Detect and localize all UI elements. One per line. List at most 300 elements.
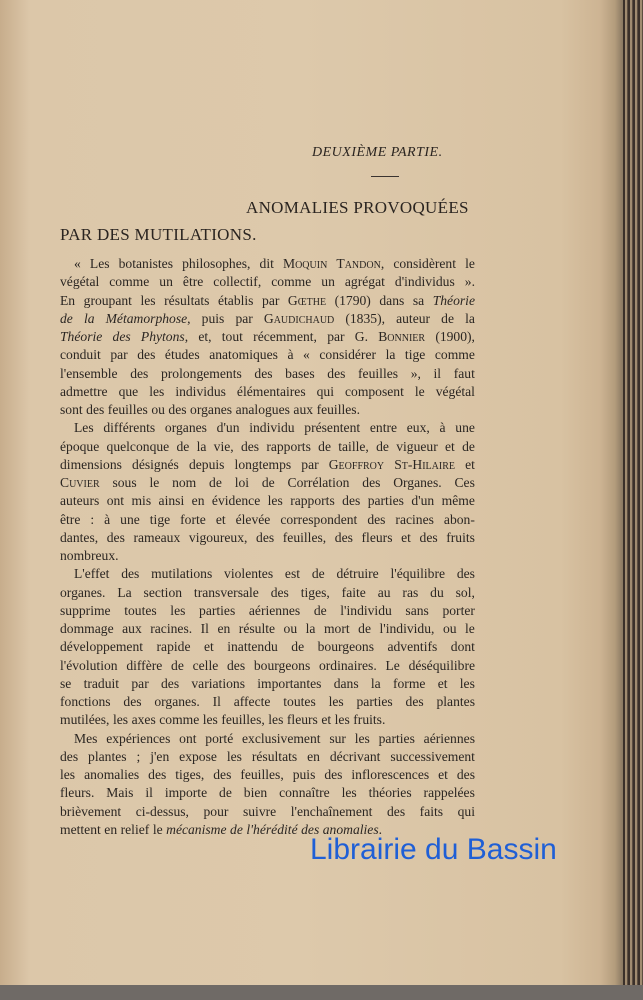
text-run: analogues	[235, 402, 290, 417]
word	[117, 584, 131, 602]
word	[161, 675, 179, 693]
text-run: axes	[131, 712, 156, 728]
text-run: dans	[333, 675, 359, 691]
text-run: ;	[136, 748, 141, 764]
text-run: déséquilibre	[408, 657, 475, 673]
text-run: l'ensemble	[60, 365, 118, 381]
word	[405, 346, 425, 364]
word	[60, 620, 114, 638]
text-run: sous	[112, 475, 137, 490]
text-run: anatomiques	[209, 347, 278, 363]
text-line	[60, 456, 475, 474]
word	[60, 438, 99, 456]
word	[108, 401, 148, 419]
word	[60, 803, 121, 821]
text-run: la	[305, 621, 316, 636]
text-run: ainsi	[158, 493, 185, 509]
text-run: des	[334, 529, 353, 545]
text-run: de	[318, 438, 331, 454]
word	[454, 365, 475, 383]
text-run: fleurs	[361, 529, 393, 545]
word	[60, 529, 98, 547]
word	[369, 784, 412, 802]
word	[335, 292, 371, 310]
text-run: parties	[199, 602, 236, 618]
text-run: et	[321, 712, 332, 728]
word	[362, 474, 380, 492]
word	[319, 657, 377, 675]
text-run: par	[235, 310, 253, 326]
text-run: des	[137, 347, 156, 363]
word	[159, 273, 173, 291]
text-run: porter	[442, 602, 475, 618]
text-run: feuilles,	[221, 712, 265, 728]
word	[171, 657, 184, 675]
word	[224, 565, 273, 583]
text-run: abon-	[443, 511, 475, 527]
text-run: la	[465, 310, 475, 326]
text-run: différents	[103, 420, 156, 436]
word	[74, 255, 81, 273]
word	[203, 803, 228, 821]
word	[443, 620, 457, 638]
word	[170, 602, 185, 620]
text-run: ont	[179, 730, 197, 746]
text-run: comme	[159, 712, 200, 728]
text-run: sont	[60, 402, 83, 417]
text-run: importe	[164, 785, 208, 801]
word	[435, 328, 475, 346]
text-run: aériennes	[248, 602, 301, 618]
word	[280, 511, 357, 529]
italic-title: la	[83, 310, 95, 326]
word	[236, 401, 290, 419]
text-run: des	[123, 694, 142, 709]
word	[172, 474, 196, 492]
word	[319, 346, 376, 364]
word	[209, 474, 222, 492]
text-run: sur	[329, 730, 346, 746]
word	[393, 675, 425, 693]
word	[435, 346, 475, 364]
word	[436, 693, 475, 711]
text-run: les	[226, 748, 242, 764]
word	[287, 346, 293, 364]
word	[86, 401, 104, 419]
word	[60, 748, 78, 766]
word	[131, 492, 151, 510]
text-run: tige	[404, 347, 426, 363]
word	[393, 255, 456, 273]
text-run: par	[301, 456, 319, 472]
word	[122, 620, 142, 638]
italic-title: Théorie	[432, 292, 475, 308]
text-run: le	[465, 256, 475, 271]
word	[209, 346, 278, 364]
word	[219, 784, 232, 802]
text-run: admettre	[60, 383, 108, 399]
word	[460, 675, 475, 693]
word	[60, 584, 105, 602]
text-run: rapports	[290, 493, 335, 509]
word	[257, 675, 321, 693]
text-line	[60, 383, 475, 401]
word	[90, 511, 94, 529]
text-line	[60, 346, 475, 364]
word	[212, 492, 260, 510]
text-run: Organes.	[393, 475, 442, 490]
word	[351, 766, 429, 784]
word	[179, 730, 196, 748]
word	[176, 438, 189, 456]
text-run: toutes	[124, 602, 157, 618]
word	[159, 711, 199, 729]
word	[345, 310, 385, 328]
word	[213, 273, 261, 291]
word	[199, 602, 235, 620]
word	[239, 620, 275, 638]
text-run: bien	[243, 785, 268, 801]
text-run: fleurs	[286, 712, 318, 728]
word	[317, 401, 360, 419]
text-run: tiges,	[175, 767, 205, 782]
text-run: à	[287, 347, 294, 363]
word	[236, 511, 271, 529]
word	[60, 292, 75, 310]
italic-title: des	[301, 821, 320, 837]
text-run: développement	[60, 639, 144, 655]
text-line	[60, 602, 475, 620]
text-run: sol,	[455, 584, 475, 600]
word	[198, 328, 211, 346]
text-run: vie,	[213, 438, 234, 454]
word	[227, 657, 245, 675]
word	[268, 492, 283, 510]
text-run: diffère	[126, 657, 163, 673]
word	[254, 365, 272, 383]
text-run: et	[465, 456, 475, 472]
text-run: tout	[221, 329, 243, 344]
word	[266, 438, 311, 456]
word	[88, 748, 127, 766]
text-run: être	[182, 274, 204, 290]
word	[462, 438, 475, 456]
text-run: ,	[187, 310, 191, 326]
text-run: depuis	[188, 456, 225, 472]
word	[132, 711, 156, 729]
word	[458, 803, 475, 821]
word	[74, 419, 94, 437]
word	[420, 803, 443, 821]
word	[317, 383, 334, 401]
word	[194, 584, 259, 602]
word	[144, 584, 183, 602]
text-run: des	[456, 566, 475, 582]
text-line	[60, 292, 475, 310]
text-run: le	[152, 821, 163, 837]
text-run: les	[140, 292, 156, 308]
text-run: de	[358, 621, 371, 636]
text-run: composent	[344, 383, 404, 399]
word	[327, 328, 344, 346]
author-name: Gaudichaud	[263, 310, 335, 326]
text-run: les	[354, 730, 370, 746]
word	[293, 401, 313, 419]
word	[141, 292, 156, 310]
word	[84, 292, 132, 310]
word	[112, 474, 136, 492]
text-run: comme	[434, 347, 475, 363]
text-run: sans	[405, 602, 429, 618]
text-run: de	[441, 310, 454, 326]
text-run: au	[377, 584, 391, 600]
word	[119, 383, 139, 401]
text-run: végétal	[435, 383, 475, 399]
text-line	[60, 511, 475, 529]
word	[445, 438, 455, 456]
word	[386, 346, 396, 364]
text-run: des	[362, 475, 381, 490]
word	[321, 711, 331, 729]
text-run: des	[130, 365, 149, 381]
text-run: ».	[464, 274, 475, 290]
text-run: En	[60, 292, 76, 308]
word	[204, 638, 214, 656]
text-run: expose	[179, 748, 217, 764]
text-run: expériences	[106, 730, 171, 746]
text-run: et,	[198, 329, 212, 344]
text-run: végétal	[60, 274, 100, 290]
word	[60, 401, 83, 419]
word	[353, 711, 385, 729]
word	[433, 292, 475, 310]
word	[457, 766, 475, 784]
word	[338, 438, 369, 456]
text-run: qui	[457, 803, 475, 819]
text-run: importantes	[257, 675, 322, 691]
text-run: des	[213, 767, 232, 782]
text-run: des	[367, 511, 386, 527]
word	[197, 438, 207, 456]
text-run: époque	[60, 438, 100, 454]
text-run: considérer	[319, 347, 377, 363]
text-run: les	[459, 675, 475, 691]
author-name: Bonnier	[378, 329, 426, 344]
text-run: de	[261, 475, 275, 490]
word	[279, 784, 330, 802]
word	[465, 273, 475, 291]
word	[227, 638, 278, 656]
text-run: des	[254, 365, 273, 381]
word	[334, 675, 359, 693]
word	[60, 328, 102, 346]
word	[106, 784, 133, 802]
italic-title: des	[112, 329, 131, 344]
word	[358, 620, 371, 638]
word	[249, 419, 294, 437]
word	[60, 492, 99, 510]
text-line	[60, 620, 475, 638]
text-line	[60, 365, 475, 383]
word	[301, 584, 330, 602]
text-run: établis	[217, 292, 254, 308]
text-run: la	[385, 347, 396, 363]
text-run: mis	[131, 493, 152, 509]
text-run: ,	[184, 329, 189, 344]
author-name: Moquin	[283, 256, 328, 271]
author-name: Gœthe	[287, 292, 327, 308]
text-run: «	[74, 256, 81, 271]
text-run: correspondent	[280, 511, 358, 527]
text-run: le	[149, 475, 160, 490]
text-run: des	[148, 767, 167, 782]
text-run: feuilles	[107, 402, 148, 417]
text-run: du	[430, 584, 444, 600]
word	[260, 255, 274, 273]
word	[387, 638, 437, 656]
word	[60, 547, 119, 565]
text-run: par	[131, 675, 149, 691]
bottom-edge	[0, 985, 643, 1000]
text-run: de	[311, 566, 325, 582]
word	[329, 730, 346, 748]
word	[271, 584, 289, 602]
word	[133, 529, 180, 547]
text-run: auteur	[396, 310, 431, 326]
text-run: faut	[453, 365, 475, 381]
word	[442, 492, 475, 510]
text-line	[60, 273, 475, 291]
text-run: les	[267, 493, 283, 509]
word	[141, 328, 188, 346]
word	[288, 474, 350, 492]
text-run: collectif,	[213, 274, 262, 290]
word	[252, 748, 297, 766]
word	[113, 328, 131, 346]
text-run: faite	[341, 584, 366, 600]
text-run: de	[291, 639, 305, 655]
word	[121, 821, 150, 839]
word	[168, 401, 186, 419]
word	[390, 748, 475, 766]
word	[107, 492, 124, 510]
text-run: mettent	[60, 821, 101, 837]
text-run: et	[401, 529, 411, 545]
word	[246, 821, 297, 839]
text-run: ci-dessus,	[135, 803, 189, 819]
text-run: des	[160, 675, 180, 691]
text-run: ou	[442, 621, 457, 636]
word	[465, 456, 475, 474]
text-run: des	[327, 365, 346, 381]
text-run: il	[145, 785, 153, 801]
text-run: rappelées	[423, 785, 475, 801]
word	[241, 438, 259, 456]
text-run: que	[118, 383, 139, 399]
word	[306, 620, 316, 638]
word	[249, 602, 300, 620]
paragraph	[60, 730, 475, 840]
word	[405, 602, 428, 620]
word	[441, 310, 454, 328]
word	[113, 711, 128, 729]
text-run: des	[86, 402, 105, 417]
word	[166, 821, 226, 839]
text-run: la	[370, 675, 381, 691]
text-run: l'individu,	[379, 621, 435, 636]
text-run: ,	[380, 256, 385, 271]
text-run: forte	[180, 511, 206, 527]
word	[107, 438, 170, 456]
text-run: comme	[271, 274, 312, 290]
text-run: tiges,	[300, 584, 330, 600]
word	[234, 693, 271, 711]
word	[123, 693, 141, 711]
word	[110, 346, 127, 364]
word	[216, 511, 226, 529]
text-run: affecte	[233, 694, 271, 709]
text-run: qui	[316, 383, 334, 399]
text-run: fleurs.	[60, 785, 95, 801]
text-run: parties	[378, 730, 415, 746]
paragraph	[60, 565, 475, 729]
text-run: le	[465, 621, 475, 636]
text-line	[60, 766, 475, 784]
text-run: loi	[234, 475, 250, 490]
word	[355, 328, 368, 346]
word	[213, 693, 221, 711]
word	[60, 310, 73, 328]
word	[109, 273, 149, 291]
word	[180, 511, 206, 529]
word	[376, 438, 389, 456]
word	[149, 474, 159, 492]
text-run: de	[171, 657, 184, 673]
word	[395, 511, 434, 529]
word	[391, 565, 446, 583]
text-run: organes	[190, 402, 233, 417]
word	[324, 766, 342, 784]
italic-title: anomalies	[322, 821, 379, 837]
text-run: porté	[205, 730, 234, 746]
word	[387, 803, 405, 821]
word	[268, 711, 283, 729]
word	[436, 383, 475, 401]
word	[60, 474, 100, 492]
word	[132, 456, 179, 474]
word	[214, 438, 234, 456]
word	[254, 657, 310, 675]
text-run: l'évolution	[60, 657, 118, 673]
word	[159, 492, 185, 510]
text-run: agrégat	[344, 274, 385, 290]
text-run: longtemps	[234, 456, 292, 472]
text-run: présentent	[304, 420, 361, 436]
word	[256, 529, 274, 547]
text-run: comme	[109, 274, 150, 290]
text-run: bourgeons	[253, 657, 311, 673]
text-run: :	[90, 511, 95, 527]
word	[314, 602, 327, 620]
text-line	[60, 657, 475, 675]
word	[283, 255, 327, 273]
text-run: un	[321, 274, 335, 290]
text-run: vigueur	[396, 438, 438, 454]
text-run: dont	[450, 639, 475, 655]
text-run: inattendu	[227, 639, 278, 655]
text-line	[60, 784, 475, 802]
text-run: ou	[283, 621, 298, 636]
